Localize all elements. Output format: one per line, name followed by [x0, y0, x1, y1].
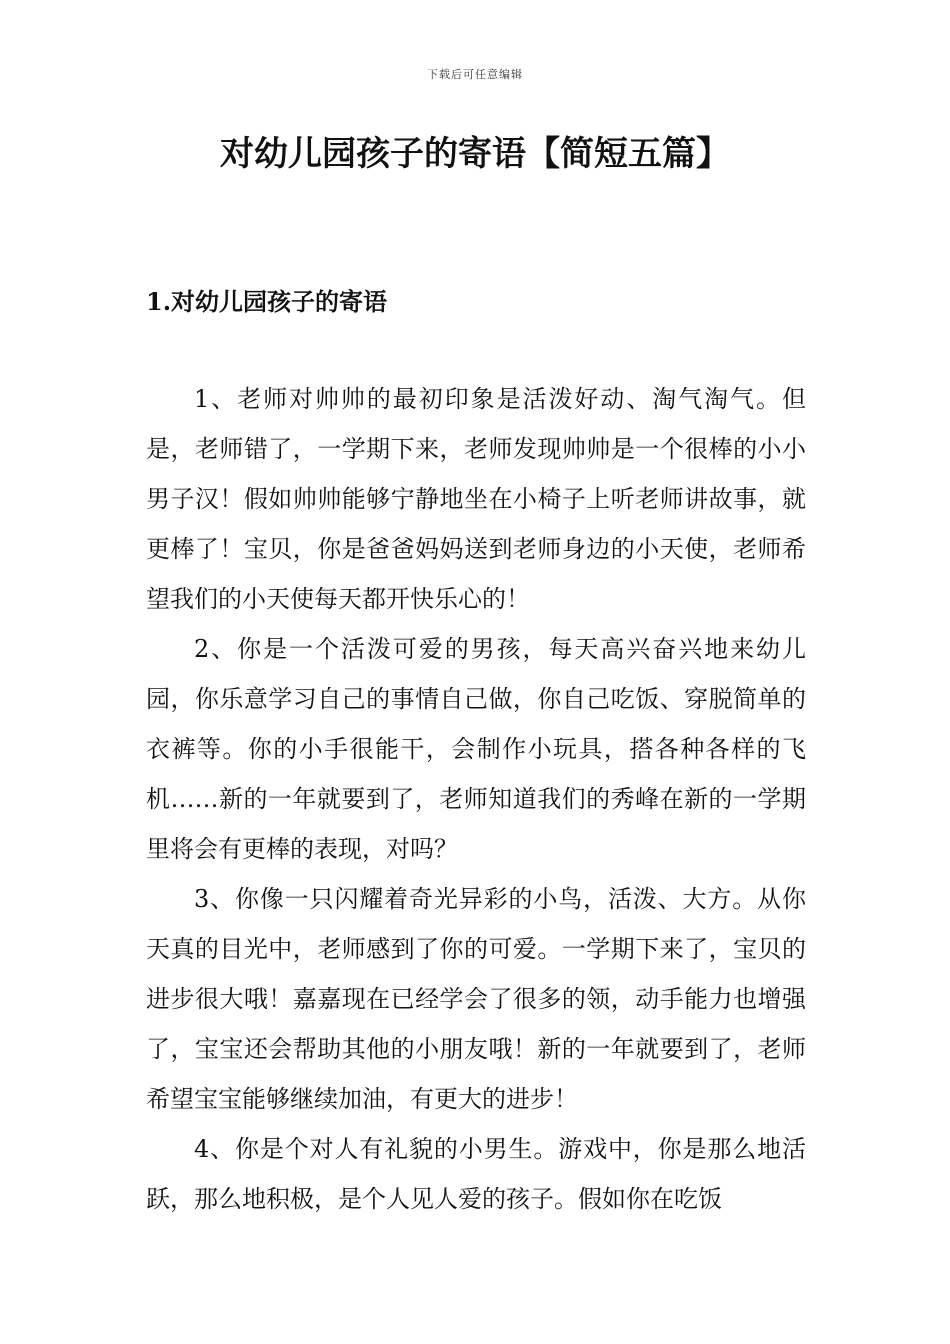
body-text: [146, 374, 806, 1224]
paragraph-3: 3、你像一只闪耀着奇光异彩的小鸟，活泼、大方。从你天真的目光中，老师感到了你的可爱。一学期下来了，宝贝的进步很大哦！嘉嘉现在已经学会了很多的领，动手能力也增强了，宝宝还会帮助其他的小朋友哦！新的一年就要到了，老师希望宝宝能够继续加油，有更大的进步！: [146, 885, 806, 1113]
paragraph-1: 1、老师对帅帅的最初印象是活泼好动、淘气淘气。但是，老师错了，一学期下来，老师发现帅帅是一个很棒的小小男子汉！假如帅帅能够宁静地坐在小椅子上听老师讲故事，就更棒了！宝贝，你是爸爸妈妈送到老师身边的小天使，老师希望我们的小天使每天都开快乐心的！: [146, 385, 806, 613]
paragraph-4: 4、你是个对人有礼貌的小男生。游戏中，你是那么地活跃，那么地积极，是个人见人爱的孩子。假如你在吃饭: [146, 1135, 806, 1213]
document-title: 对幼儿园孩子的寄语【简短五篇】: [220, 134, 730, 174]
section-heading: 1.对幼儿园孩子的寄语: [146, 287, 388, 316]
paragraph-2: 2、你是一个活泼可爱的男孩，每天高兴奋兴地来幼儿园，你乐意学习自己的事情自己做，你自己吃饭、穿脱简单的衣裤等。你的小手很能干，会制作小玩具，搭各种各样的飞机……新的一年就要到了，老师知道我们的秀峰在新的一学期里将会有更棒的表现，对吗？: [146, 635, 806, 863]
header-note: 下载后可任意编辑: [427, 68, 523, 81]
